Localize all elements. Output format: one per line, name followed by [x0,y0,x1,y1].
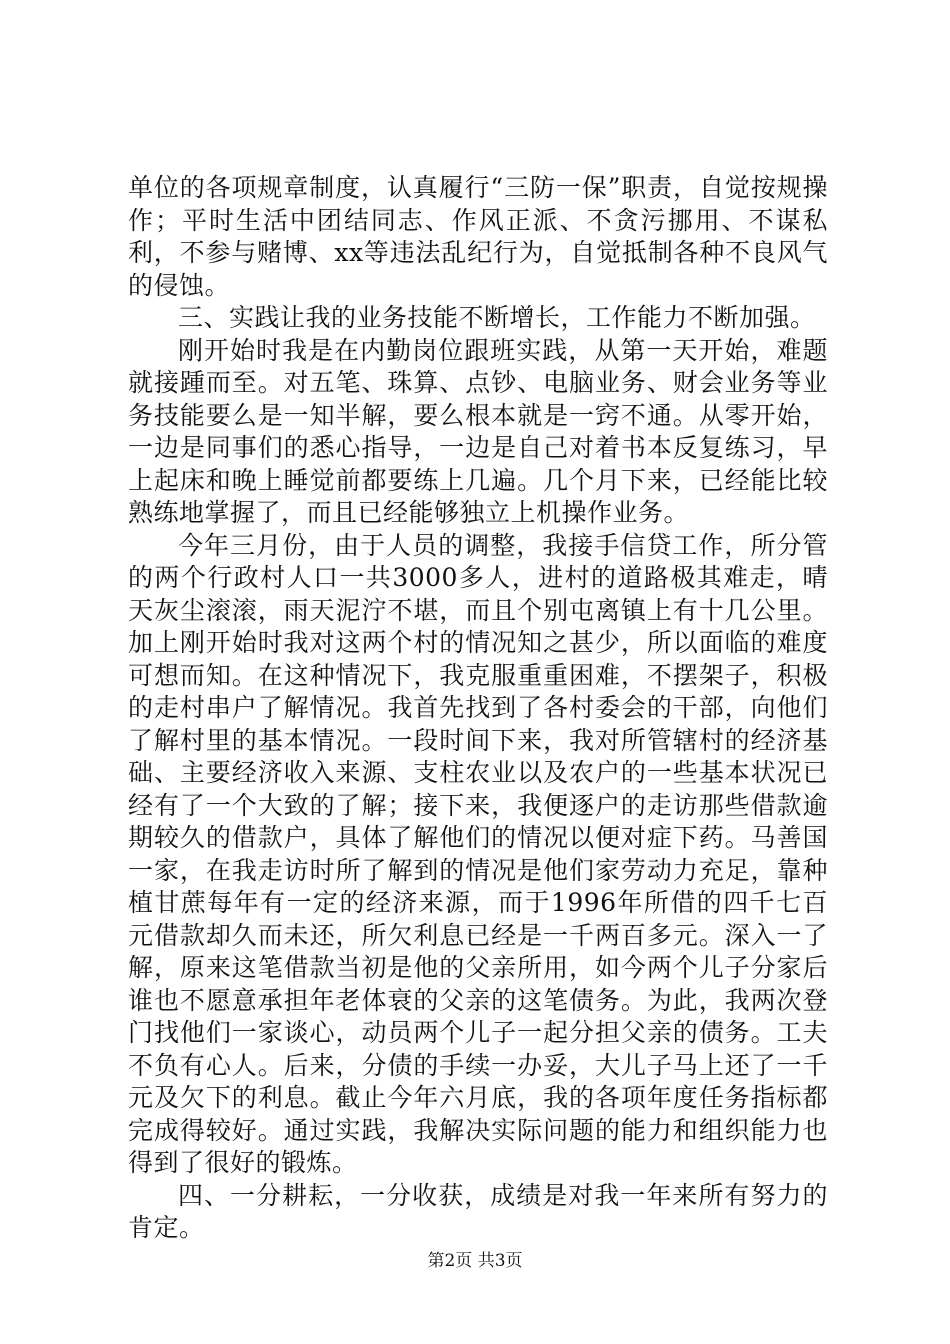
document-body [128,172,828,1245]
paragraph-credit-work: 今年三月份，由于人员的调整，我接手信贷工作，所分管的两个行政村人口一共3000多人，进村的道路极其难走，晴天灰尘滚滚，雨天泥泞不堪，而且个别屯离镇上有十几公里。加上刚开始时我对这两个村的情况知之甚少，所以面临的难度可想而知。在这种情况下，我克服重重困难，不摆架子，积极的走村串户了解情况。我首先找到了各村委会的干部，向他们了解村里的基本情况。一段时间下来，我对所管辖村的经济基础、主要经济收入来源、支柱农业以及农户的一些基本状况已经有了一个大致的了解；接下来，我便逐户的走访那些借款逾期较久的借款户，具体了解他们的情况以便对症下药。马善国一家，在我走访时所了解到的情况是他们家劳动力充足，靠种植甘蔗每年有一定的经济来源，而于1996年所借的四千七百元借款却久而未还，所欠利息已经是一千两百多元。深入一了解，原来这笔借款当初是他的父亲所用，如今两个儿子分家后谁也不愿意承担年老体衰的父亲的这笔债务。为此，我两次登门找他们一家谈心，动员两个儿子一起分担父亲的债务。工夫不负有心人。后来，分债的手续一办妥，大儿子马上还了一千元及欠下的利息。截止今年六月底，我的各项年度任务指标都完成得较好。通过实践，我解决实际问题的能力和组织能力也得到了很好的锻炼。 [128,530,828,1177]
section-heading-four: 四、一分耕耘，一分收获，成绩是对我一年来所有努力的肯定。 [128,1180,828,1242]
paragraph-continuation: 单位的各项规章制度，认真履行“三防一保”职责，自觉按规操作；平时生活中团结同志、作风正派、不贪污挪用、不谋私利，不参与赌博、xx等违法乱纪行为，自觉抵制各种不良风气的侵蚀。 [128,173,828,300]
page-number-footer: 第2页 共3页 [427,1251,523,1271]
section-heading-three: 三、实践让我的业务技能不断增长，工作能力不断加强。 [178,303,816,332]
paragraph-internal-training: 刚开始时我是在内勤岗位跟班实践，从第一天开始，难题就接踵而至。对五笔、珠算、点钞、电脑业务、财会业务等业务技能要么是一知半解，要么根本就是一窍不通。从零开始，一边是同事们的悉心指导，一边是自己对着书本反复练习，早上起床和晚上睡觉前都要练上几遍。几个月下来，已经能比较熟练地掌握了，而且已经能够独立上机操作业务。 [128,335,828,527]
